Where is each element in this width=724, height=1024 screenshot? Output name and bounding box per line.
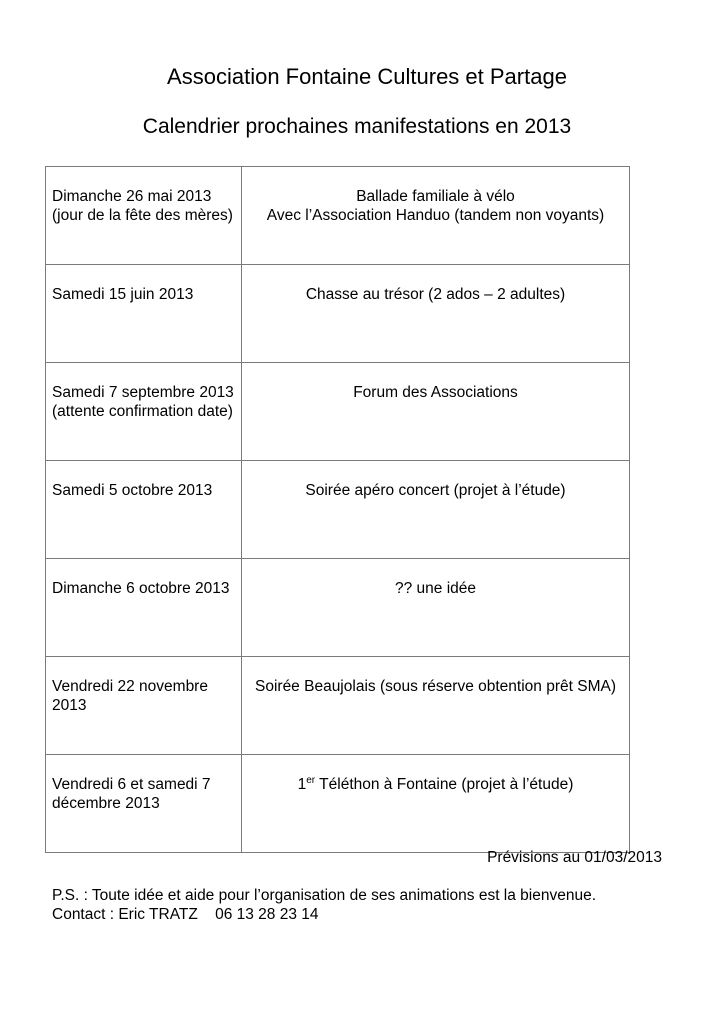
event-date: Samedi 7 septembre 2013 (attente confirmation date): [46, 363, 242, 461]
event-description: Forum des Associations: [242, 363, 630, 461]
event-description: [242, 167, 630, 265]
table-row: [46, 657, 630, 755]
table-row: [46, 461, 630, 559]
event-description: ?? une idée: [242, 559, 630, 657]
event-ordinal: 1: [297, 776, 307, 793]
event-date: Dimanche 26 mai 2013 (jour de la fête des mères): [46, 167, 242, 265]
table-row: [46, 559, 630, 657]
event-description-line: Avec l’Association Handuo (tandem non voyants): [266, 207, 605, 224]
event-description: Soirée Beaujolais (sous réserve obtention prêt SMA): [242, 657, 630, 755]
event-description: Chasse au trésor (2 ados – 2 adultes): [242, 265, 630, 363]
contact-info: Contact : Eric TRATZ 06 13 28 23 14: [52, 906, 319, 923]
event-date: Dimanche 6 octobre 2013: [46, 559, 242, 657]
document-subtitle: Calendrier prochaines manifestations en 2013: [142, 115, 572, 138]
event-description: Soirée apéro concert (projet à l’étude): [242, 461, 630, 559]
events-calendar-table: [45, 166, 630, 853]
event-ordinal-suffix: er: [306, 774, 316, 786]
postscript-note: P.S. : Toute idée et aide pour l’organisation de ses animations est la bienvenue.: [52, 887, 597, 904]
event-description-text: Téléthon à Fontaine (projet à l’étude): [315, 776, 574, 793]
table-row: [46, 755, 630, 853]
event-description: [242, 755, 630, 853]
event-date: Samedi 5 octobre 2013: [46, 461, 242, 559]
table-row: [46, 363, 630, 461]
event-date: Samedi 15 juin 2013: [46, 265, 242, 363]
event-date: Vendredi 6 et samedi 7 décembre 2013: [46, 755, 242, 853]
table-row: [46, 167, 630, 265]
event-description-line: Ballade familiale à vélo: [356, 188, 515, 205]
previsions-date: Prévisions au 01/03/2013: [487, 849, 662, 866]
document-title: Association Fontaine Cultures et Partage: [167, 64, 567, 89]
event-date: Vendredi 22 novembre 2013: [46, 657, 242, 755]
table-row: [46, 265, 630, 363]
